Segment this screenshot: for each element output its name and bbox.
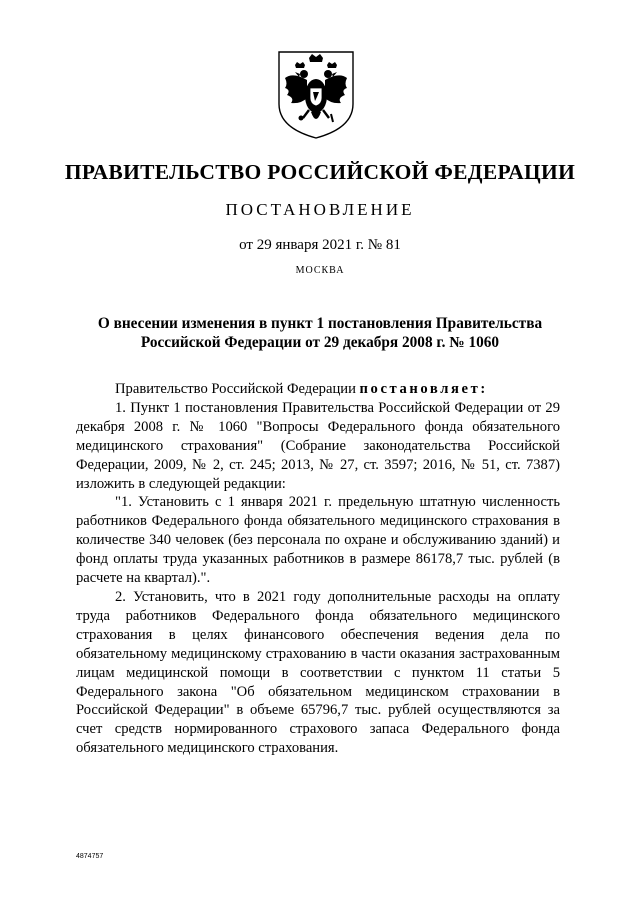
document-type: ПОСТАНОВЛЕНИЕ [225, 200, 415, 219]
document-body [76, 380, 560, 758]
paragraph-item-2: 2. Установить, что в 2021 году дополнительные расходы на оплату труда работников Федерального фонда обязательного медицинского страхования в целях финансового обеспечения ведения дела по обязательному медицинскому страхованию в части оказания застрахованным лицам медицинской помощи в соответствии с пунктом 11 статьи 5 Федерального закона "Об обязательном медицинском страховании в Российской Федерации" в объеме 65796,7 тыс. рублей осуществляются за счет средств нормированного страхового запаса Федерального фонда обязательного медицинского страхования. [76, 588, 560, 757]
paragraph-item-1-quote: "1. Установить с 1 января 2021 г. предельную штатную численность работников Федерального фонда обязательного медицинского страхования в количестве 340 человек (без персонала по охране и обслуживанию зданий) и фонд оплаты труда указанных работников в размере 86178,7 тыс. рублей (в расчете на квартал).". [76, 494, 560, 587]
document-number: 4874757 [76, 853, 104, 860]
city: МОСКВА [295, 265, 345, 276]
coat-of-arms-icon [271, 48, 361, 140]
organization-heading: ПРАВИТЕЛЬСТВО РОССИЙСКОЙ ФЕДЕРАЦИИ [64, 160, 576, 184]
document-title [60, 314, 580, 352]
paragraph-item-1: 1. Пункт 1 постановления Правительства Российской Федерации от 29 декабря 2008 г. № 1060 "Вопросы Федерального фонда обязательного медицинского страхования" (Собрание законодательства Российской Федерации, 2009, № 2, ст. 245; 2013, № 27, ст. 3597; 2016, № 51, ст. 7387) изложить в следующей редакции: [76, 399, 560, 492]
title-line-1: О внесении изменения в пункт 1 постановления Правительства [97, 315, 543, 332]
resolves-word: постановляет: [359, 381, 488, 397]
title-line-2: Российской Федерации от 29 декабря 2008 г. № 1060 [140, 334, 500, 351]
date-and-number: от 29 января 2021 г. № 81 [239, 237, 401, 253]
intro-text: Правительство Российской Федерации [115, 381, 360, 397]
intro-paragraph [76, 380, 560, 399]
